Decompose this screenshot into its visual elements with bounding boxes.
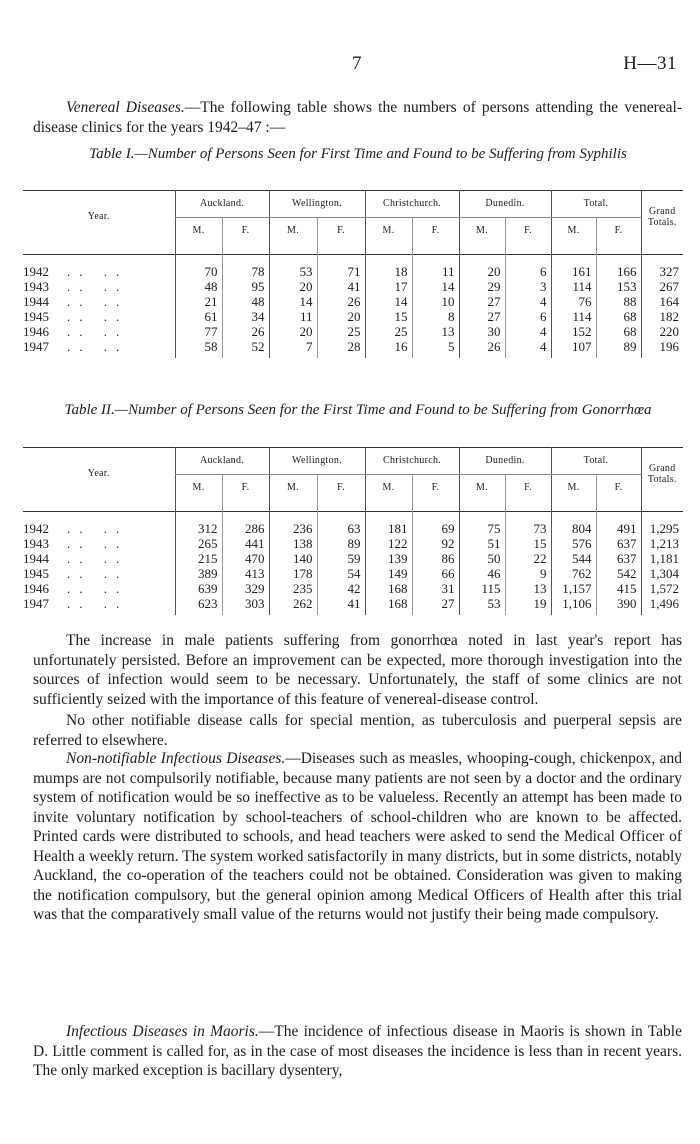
city-header: Total. <box>551 191 641 218</box>
male-count-cell: 20 <box>269 279 317 294</box>
male-count-cell: 140 <box>269 551 317 566</box>
female-count-cell: 73 <box>505 521 551 536</box>
male-header: M. <box>459 475 505 501</box>
male-header: M. <box>175 475 222 501</box>
paragraph-other-notifiable: No other notifiable disease calls for special mention, as tuberculosis and puerperal sepsis are referred to elsewhere. <box>33 712 682 749</box>
year-cell <box>23 566 175 581</box>
male-count-cell: 11 <box>269 309 317 324</box>
male-count-cell: 265 <box>175 536 222 551</box>
female-count-cell: 303 <box>222 596 269 615</box>
male-count-cell: 168 <box>365 596 412 615</box>
male-count-cell: 50 <box>459 551 505 566</box>
female-count-cell: 6 <box>505 309 551 324</box>
city-header: Wellington. <box>269 448 365 475</box>
city-header: Total. <box>551 448 641 475</box>
female-count-cell: 470 <box>222 551 269 566</box>
male-count-cell: 25 <box>365 324 412 339</box>
female-count-cell: 542 <box>596 566 641 581</box>
syphilis-table <box>23 190 683 358</box>
female-count-cell: 88 <box>596 294 641 309</box>
male-count-cell: 7 <box>269 339 317 358</box>
female-count-cell: 41 <box>317 279 365 294</box>
male-count-cell: 48 <box>175 279 222 294</box>
female-header: F. <box>317 475 365 501</box>
year-cell <box>23 521 175 536</box>
female-count-cell: 28 <box>317 339 365 358</box>
table1-label: Table I. <box>89 146 135 162</box>
male-header: M. <box>269 475 317 501</box>
female-count-cell: 637 <box>596 551 641 566</box>
male-count-cell: 14 <box>269 294 317 309</box>
female-count-cell: 26 <box>222 324 269 339</box>
male-count-cell: 152 <box>551 324 596 339</box>
female-count-cell: 59 <box>317 551 365 566</box>
year-value: 1944 <box>23 294 49 309</box>
table-row <box>23 339 683 358</box>
paragraph-non-notifiable <box>33 749 682 925</box>
female-count-cell: 89 <box>596 339 641 358</box>
table-row <box>23 581 683 596</box>
document-code: H—31 <box>623 53 677 74</box>
female-count-cell: 66 <box>412 566 459 581</box>
table-row <box>23 521 683 536</box>
year-value: 1947 <box>23 339 49 354</box>
male-header: M. <box>551 218 596 244</box>
female-count-cell: 71 <box>317 264 365 279</box>
female-count-cell: 4 <box>505 339 551 358</box>
year-cell <box>23 581 175 596</box>
year-value: 1943 <box>23 279 49 294</box>
male-count-cell: 149 <box>365 566 412 581</box>
male-count-cell: 312 <box>175 521 222 536</box>
year-cell <box>23 294 175 309</box>
male-header: M. <box>365 475 412 501</box>
female-count-cell: 48 <box>222 294 269 309</box>
male-count-cell: 115 <box>459 581 505 596</box>
grand-total-cell: 1,181 <box>641 551 683 566</box>
female-count-cell: 390 <box>596 596 641 615</box>
year-value: 1942 <box>23 264 49 279</box>
male-count-cell: 75 <box>459 521 505 536</box>
female-count-cell: 69 <box>412 521 459 536</box>
female-count-cell: 54 <box>317 566 365 581</box>
male-count-cell: 70 <box>175 264 222 279</box>
male-count-cell: 77 <box>175 324 222 339</box>
leader-dots: .. .. <box>67 536 129 551</box>
male-count-cell: 114 <box>551 279 596 294</box>
grand-totals-header: Grand Totals. <box>641 191 683 244</box>
table2-caption: —Number of Persons Seen for the First Time and Found to be Suffering from Gonorrhœa <box>114 402 652 418</box>
male-count-cell: 26 <box>459 339 505 358</box>
page-number: 7 <box>352 53 362 74</box>
male-count-cell: 53 <box>459 596 505 615</box>
year-header: Year. <box>87 211 110 222</box>
male-count-cell: 389 <box>175 566 222 581</box>
male-count-cell: 1,106 <box>551 596 596 615</box>
grand-total-cell: 267 <box>641 279 683 294</box>
female-count-cell: 6 <box>505 264 551 279</box>
female-count-cell: 8 <box>412 309 459 324</box>
female-header: F. <box>596 218 641 244</box>
table1-caption: —Number of Persons Seen for First Time and Found to be Suffering from Syphilis <box>134 146 627 162</box>
female-count-cell: 95 <box>222 279 269 294</box>
female-count-cell: 491 <box>596 521 641 536</box>
male-count-cell: 16 <box>365 339 412 358</box>
leader-dots: .. .. <box>67 566 129 581</box>
year-header: Year. <box>87 468 110 479</box>
year-cell <box>23 596 175 615</box>
grand-total-cell: 1,304 <box>641 566 683 581</box>
female-count-cell: 89 <box>317 536 365 551</box>
year-cell <box>23 279 175 294</box>
female-count-cell: 413 <box>222 566 269 581</box>
female-header: F. <box>505 218 551 244</box>
male-header: M. <box>459 218 505 244</box>
female-count-cell: 78 <box>222 264 269 279</box>
leader-dots: .. .. <box>67 264 129 279</box>
female-count-cell: 13 <box>412 324 459 339</box>
male-header: M. <box>551 475 596 501</box>
female-count-cell: 4 <box>505 294 551 309</box>
male-count-cell: 20 <box>459 264 505 279</box>
female-header: F. <box>412 218 459 244</box>
male-count-cell: 1,157 <box>551 581 596 596</box>
table-row <box>23 551 683 566</box>
male-count-cell: 51 <box>459 536 505 551</box>
male-count-cell: 58 <box>175 339 222 358</box>
female-count-cell: 329 <box>222 581 269 596</box>
year-cell <box>23 309 175 324</box>
male-count-cell: 17 <box>365 279 412 294</box>
male-count-cell: 623 <box>175 596 222 615</box>
male-count-cell: 18 <box>365 264 412 279</box>
male-count-cell: 639 <box>175 581 222 596</box>
leader-dots: .. .. <box>67 581 129 596</box>
leader-dots: .. .. <box>67 339 129 354</box>
table-row <box>23 309 683 324</box>
female-count-cell: 10 <box>412 294 459 309</box>
female-count-cell: 637 <box>596 536 641 551</box>
intro-text: —The following table shows the numbers of persons attending the venereal-disease clinics for the years 1942–47 :— <box>33 99 682 136</box>
grand-totals-header: Grand Totals. <box>641 448 683 501</box>
female-count-cell: 42 <box>317 581 365 596</box>
male-count-cell: 804 <box>551 521 596 536</box>
male-header: M. <box>269 218 317 244</box>
male-count-cell: 178 <box>269 566 317 581</box>
female-count-cell: 3 <box>505 279 551 294</box>
female-count-cell: 11 <box>412 264 459 279</box>
leader-dots: .. .. <box>67 324 129 339</box>
intro-label: Venereal Diseases. <box>66 99 185 116</box>
female-count-cell: 15 <box>505 536 551 551</box>
male-count-cell: 215 <box>175 551 222 566</box>
maoris-text: —The incidence of infectious disease in Maoris is shown in Table D. Little comment is called for, as in the case of most diseases the incidence is less than in recent years. The only marked exception is bacillary dysentery, <box>33 1023 682 1079</box>
male-count-cell: 235 <box>269 581 317 596</box>
male-header: M. <box>175 218 222 244</box>
male-count-cell: 21 <box>175 294 222 309</box>
female-count-cell: 19 <box>505 596 551 615</box>
female-count-cell: 25 <box>317 324 365 339</box>
female-count-cell: 31 <box>412 581 459 596</box>
leader-dots: .. .. <box>67 521 129 536</box>
female-header: F. <box>412 475 459 501</box>
city-header: Dunedin. <box>459 191 551 218</box>
year-cell <box>23 324 175 339</box>
female-count-cell: 286 <box>222 521 269 536</box>
male-count-cell: 76 <box>551 294 596 309</box>
male-count-cell: 15 <box>365 309 412 324</box>
year-value: 1947 <box>23 596 49 611</box>
female-count-cell: 14 <box>412 279 459 294</box>
female-count-cell: 68 <box>596 309 641 324</box>
table2-label: Table II. <box>64 402 115 418</box>
table-row <box>23 596 683 615</box>
year-value: 1944 <box>23 551 49 566</box>
male-count-cell: 20 <box>269 324 317 339</box>
grand-total-cell: 1,572 <box>641 581 683 596</box>
female-count-cell: 52 <box>222 339 269 358</box>
year-cell <box>23 264 175 279</box>
female-count-cell: 68 <box>596 324 641 339</box>
year-value: 1945 <box>23 309 49 324</box>
female-count-cell: 92 <box>412 536 459 551</box>
female-count-cell: 27 <box>412 596 459 615</box>
paragraph-gonorrhoea-increase: The increase in male patients suffering from gonorrhœa noted in last year's report has unfortunately persisted. Before an improvement can be expected, more thorough investigation into the sources of infection would seem to be necessary. Unfortunately, the staff of some clinics are not sufficiently seized with the importance of this feature of venereal-disease control. <box>33 632 682 708</box>
year-cell <box>23 339 175 358</box>
leader-dots: .. .. <box>67 596 129 611</box>
table-row <box>23 566 683 581</box>
male-count-cell: 122 <box>365 536 412 551</box>
male-count-cell: 576 <box>551 536 596 551</box>
male-header: M. <box>365 218 412 244</box>
city-header: Christchurch. <box>365 448 459 475</box>
grand-total-cell: 196 <box>641 339 683 358</box>
female-count-cell: 34 <box>222 309 269 324</box>
city-header: Dunedin. <box>459 448 551 475</box>
female-header: F. <box>222 475 269 501</box>
table-row <box>23 279 683 294</box>
table-row <box>23 294 683 309</box>
male-count-cell: 107 <box>551 339 596 358</box>
female-count-cell: 26 <box>317 294 365 309</box>
female-header: F. <box>596 475 641 501</box>
female-count-cell: 4 <box>505 324 551 339</box>
female-count-cell: 415 <box>596 581 641 596</box>
female-count-cell: 441 <box>222 536 269 551</box>
female-count-cell: 166 <box>596 264 641 279</box>
male-count-cell: 236 <box>269 521 317 536</box>
year-value: 1942 <box>23 521 49 536</box>
male-count-cell: 30 <box>459 324 505 339</box>
leader-dots: .. .. <box>67 551 129 566</box>
table-row <box>23 264 683 279</box>
female-count-cell: 13 <box>505 581 551 596</box>
non-notifiable-text: —Diseases such as measles, whooping-cough, chickenpox, and mumps are not compulsorily notifiable, because many patients are not seen by a doctor and the ordinary system of notification would be so ineffective as to be valueless. Recently an attempt has been made to invite voluntary notification by school-teachers of school-children who are known to be affected. Printed cards were distributed to schools, and head teachers were asked to send the Medical Officer of Health a weekly return. The system worked satisfactorily in many districts, but in some districts, notably Auckland, the co-operation of the teachers could not be obtained. Consideration was given to making the notification compulsory, but the general opinion among Medical Officers of Health after this trial was that the comparatively small value of the returns would not justify their being made compulsory. <box>33 750 682 923</box>
table1-title <box>28 145 688 163</box>
grand-total-cell: 164 <box>641 294 683 309</box>
year-value: 1946 <box>23 581 49 596</box>
year-value: 1946 <box>23 324 49 339</box>
female-header: F. <box>222 218 269 244</box>
grand-total-cell: 182 <box>641 309 683 324</box>
paragraph-maoris <box>33 1022 682 1081</box>
city-header: Christchurch. <box>365 191 459 218</box>
female-count-cell: 153 <box>596 279 641 294</box>
year-value: 1945 <box>23 566 49 581</box>
female-header: F. <box>505 475 551 501</box>
female-header: F. <box>317 218 365 244</box>
male-count-cell: 46 <box>459 566 505 581</box>
female-count-cell: 86 <box>412 551 459 566</box>
gonorrhoea-table <box>23 447 683 615</box>
grand-total-cell: 327 <box>641 264 683 279</box>
male-count-cell: 762 <box>551 566 596 581</box>
table2-title <box>28 401 688 419</box>
leader-dots: .. .. <box>67 279 129 294</box>
female-count-cell: 22 <box>505 551 551 566</box>
male-count-cell: 14 <box>365 294 412 309</box>
male-count-cell: 53 <box>269 264 317 279</box>
table-row <box>23 536 683 551</box>
male-count-cell: 544 <box>551 551 596 566</box>
leader-dots: .. .. <box>67 309 129 324</box>
leader-dots: .. .. <box>67 294 129 309</box>
non-notifiable-label: Non-notifiable Infectious Diseases. <box>66 750 286 767</box>
male-count-cell: 168 <box>365 581 412 596</box>
grand-total-cell: 1,496 <box>641 596 683 615</box>
male-count-cell: 161 <box>551 264 596 279</box>
male-count-cell: 114 <box>551 309 596 324</box>
female-count-cell: 9 <box>505 566 551 581</box>
male-count-cell: 181 <box>365 521 412 536</box>
male-count-cell: 138 <box>269 536 317 551</box>
female-count-cell: 41 <box>317 596 365 615</box>
female-count-cell: 20 <box>317 309 365 324</box>
maoris-label: Infectious Diseases in Maoris. <box>66 1023 259 1040</box>
grand-total-cell: 1,213 <box>641 536 683 551</box>
grand-total-cell: 1,295 <box>641 521 683 536</box>
year-cell <box>23 536 175 551</box>
intro-paragraph <box>33 98 682 137</box>
male-count-cell: 61 <box>175 309 222 324</box>
male-count-cell: 27 <box>459 309 505 324</box>
male-count-cell: 139 <box>365 551 412 566</box>
year-cell <box>23 551 175 566</box>
male-count-cell: 29 <box>459 279 505 294</box>
male-count-cell: 27 <box>459 294 505 309</box>
grand-total-cell: 220 <box>641 324 683 339</box>
female-count-cell: 63 <box>317 521 365 536</box>
female-count-cell: 5 <box>412 339 459 358</box>
city-header: Auckland. <box>175 191 269 218</box>
city-header: Wellington. <box>269 191 365 218</box>
year-value: 1943 <box>23 536 49 551</box>
table-row <box>23 324 683 339</box>
male-count-cell: 262 <box>269 596 317 615</box>
city-header: Auckland. <box>175 448 269 475</box>
